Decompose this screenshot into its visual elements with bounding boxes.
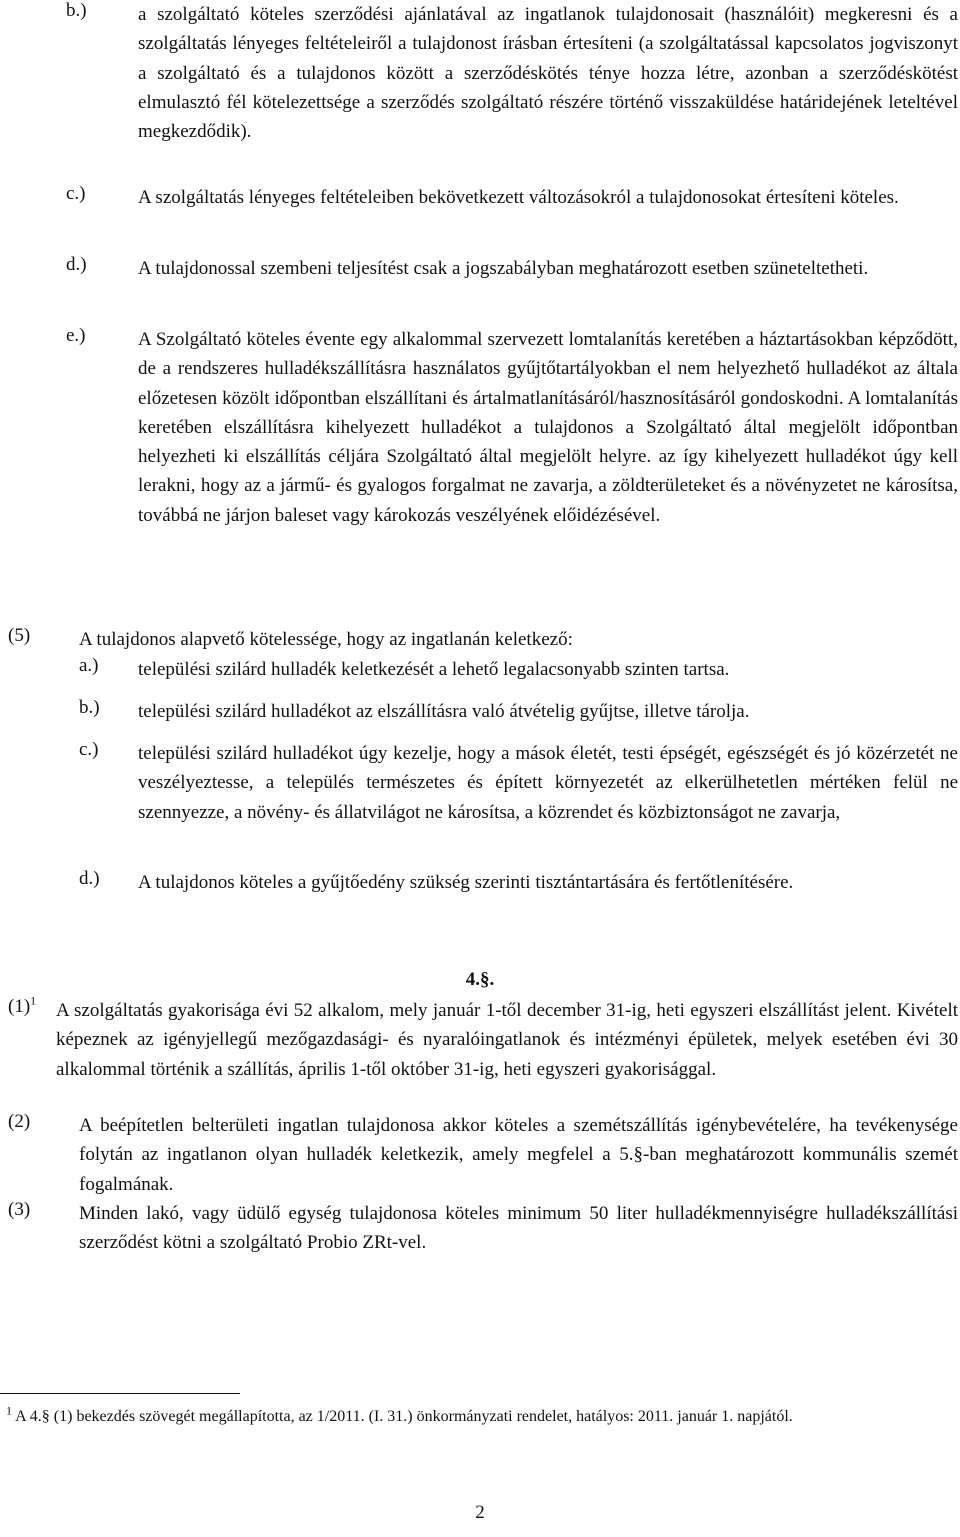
item-text: A tulajdonossal szembeni teljesítést csak a jogszabályban meghatározott esetben szüneteltetheti. [138, 258, 869, 279]
footnote-mark: 1 [6, 1403, 12, 1418]
paragraph-5 [8, 625, 958, 654]
item-label: d.) [66, 254, 87, 275]
section-heading: 4.§. [465, 969, 495, 990]
footnote [0, 1404, 951, 1429]
section4-paragraph-2 [8, 1111, 958, 1199]
section4-paragraph-1 [8, 993, 958, 1084]
footnote-ref-link[interactable]: 1 [30, 993, 37, 1008]
list-item-b [66, 0, 958, 146]
item-label: a.) [79, 655, 99, 676]
paragraph-label [8, 993, 37, 1018]
item-text: települési szilárd hulladékot úgy kezelje, hogy a mások életét, testi épségét, egészségét és jó közérzetét ne veszélyeztesse, a település természetes és épített környezetét az elkerülhetetlen mértéken felül ne szennyezze, a növény- és állatvilágot ne károsítsa, a közrendet és közbiztonságot ne zavarja, [138, 743, 958, 823]
para5-item-a [79, 655, 958, 684]
paragraph-text: A szolgáltatás gyakorisága évi 52 alkalom, mely január 1-től december 31-ig, heti egyszeri elszállítást jelent. Kivételt képeznek az igényjellegű mezőgazdasági- és nyaralóingatlanok és intézményi épületek, melyek esetében évi 30 alkalommal történik a szállítás, április 1-től október 31-ig, heti egyszeri gyakorisággal. [56, 1000, 958, 1080]
item-label: b.) [79, 697, 100, 718]
paragraph-label: (3) [8, 1199, 31, 1220]
paragraph-number: (1) [8, 996, 31, 1017]
footnote-divider [0, 1393, 240, 1394]
item-text: települési szilárd hulladékot az elszállításra való átvételig gyűjtse, illetve tárolja. [138, 701, 750, 722]
paragraph-label: (2) [8, 1111, 31, 1132]
item-label: b.) [66, 0, 87, 21]
para5-item-c [79, 739, 958, 827]
list-item-c [66, 183, 958, 212]
item-label: d.) [79, 868, 100, 889]
paragraph-text: Minden lakó, vagy üdülő egység tulajdonosa köteles minimum 50 liter hulladékmennyiségre hulladékszállítási szerződést kötni a szolgáltató Probio ZRt-vel. [79, 1203, 958, 1254]
item-text: a szolgáltató köteles szerződési ajánlatával az ingatlanok tulajdonosait (használóit) megkeresni és a szolgáltatás lényeges feltételeiről a tulajdonost írásban értesíteni (a szolgáltatással kapcsolatos jogviszonyt a szolgáltató és a tulajdonos között a szerződéskötés ténye hozza létre, azonban a szerződéskötést elmulasztó fél kötelezettsége a szerződés szolgáltató részére történő visszaküldése határidejének leteltével megkezdődik). [138, 4, 958, 143]
list-item-e [66, 325, 958, 530]
section4-paragraph-3 [8, 1199, 958, 1258]
item-text: települési szilárd hulladék keletkezését a lehető legalacsonyabb szinten tartsa. [138, 659, 730, 680]
footnote-text: A 4.§ (1) bekezdés szövegét megállapította, az 1/2011. (I. 31.) önkormányzati rendelet, hatályos: 2011. január 1. napjától. [12, 1408, 793, 1425]
list-item-d [66, 254, 958, 283]
item-label: c.) [79, 739, 99, 760]
item-label: c.) [66, 183, 86, 204]
paragraph-label: (5) [8, 625, 31, 646]
item-text: A tulajdonos köteles a gyűjtőedény szükség szerinti tisztántartására és fertőtlenítésére. [138, 872, 794, 893]
paragraph-text: A beépítetlen belterületi ingatlan tulajdonosa akkor köteles a szemétszállítás igénybevételére, ha tevékenysége folytán az ingatlanon olyan hulladék keletkezik, amely megfelel a 5.§-ban meghatározott kommunális szemét fogalmának. [79, 1115, 958, 1195]
item-text: A szolgáltatás lényeges feltételeiben bekövetkezett változásokról a tulajdonosokat értesíteni köteles. [138, 187, 899, 208]
para5-item-b [79, 697, 958, 726]
paragraph-text: A tulajdonos alapvető kötelessége, hogy az ingatlanán keletkező: [79, 629, 573, 650]
item-label: e.) [66, 325, 86, 346]
para5-item-d [79, 868, 958, 897]
page-number: 2 [475, 1502, 485, 1523]
item-text: A Szolgáltató köteles évente egy alkalommal szervezett lomtalanítás keretében a háztartásokban képződött, de a rendszeres hulladékszállításra használatos gyűjtőtartályokban el nem helyezhető hulladékot az általa előzetesen közölt időpontban elszállítani és ártalmatlanításáról/hasznosításáról gondoskodni. A lomtalanítás keretében elszállításra kihelyezett hulladékot a tulajdonos a Szolgáltató által megjelölt időpontban helyezheti ki elszállítás céljára Szolgáltató által megjelölt helyre. az így kihelyezett hulladékot úgy kell lerakni, hogy az a jármű- és gyalogos forgalmat ne zavarja, a zöldterületeket és a növényzetet ne károsítsa, továbbá ne járjon baleset vagy károkozás veszélyének előidézésével. [138, 329, 958, 526]
